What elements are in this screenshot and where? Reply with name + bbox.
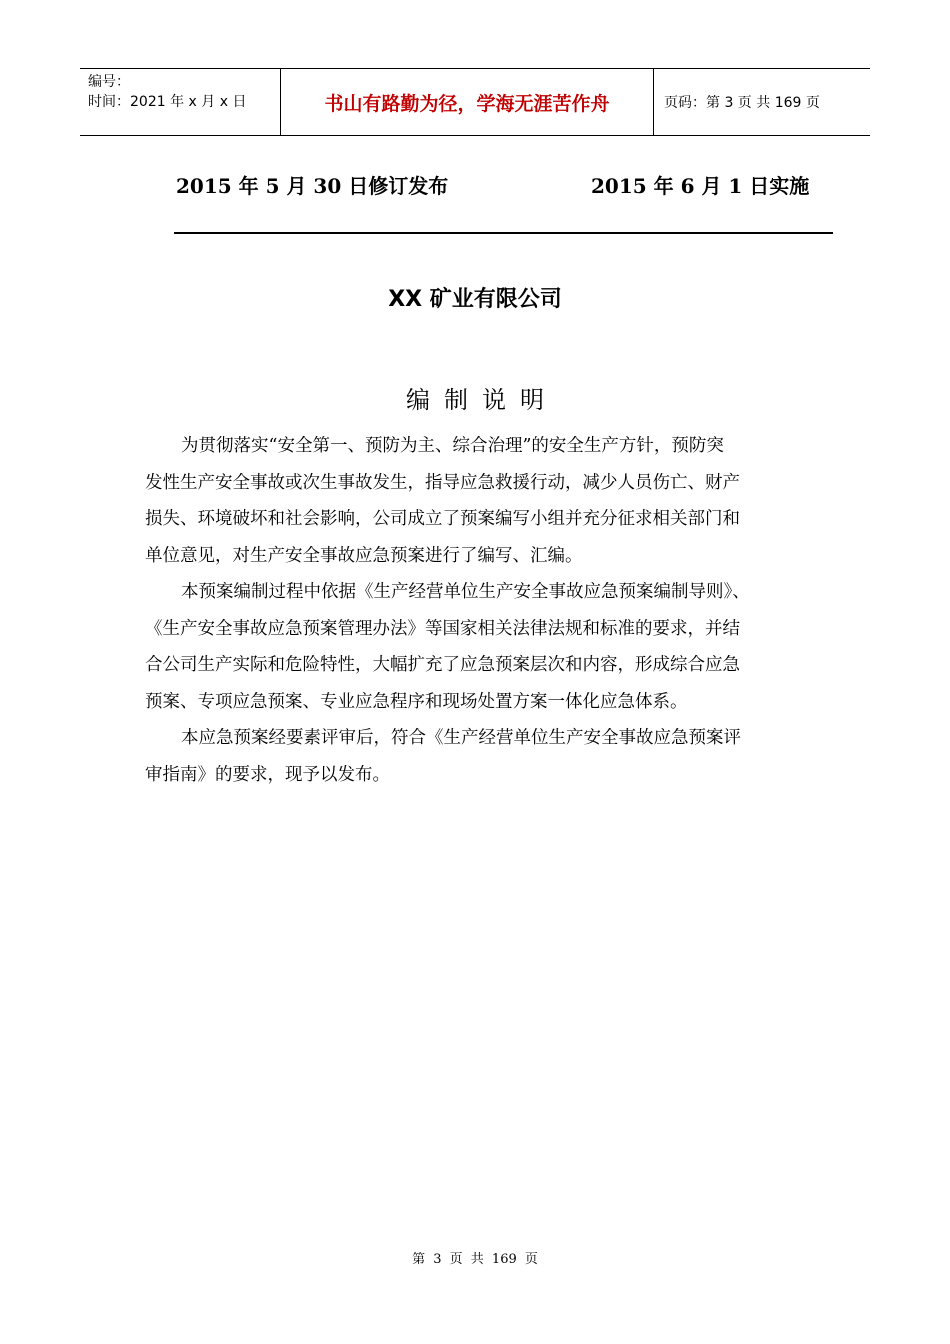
company-name: XX 矿业有限公司 — [388, 287, 562, 312]
paragraph-line: 单位意见，对生产安全事故应急预案进行了编写、汇编。 — [145, 545, 583, 566]
paragraph-line: 预案、专项应急预案、专业应急程序和现场处置方案一体化应急体系。 — [145, 691, 688, 712]
paragraph-line: 合公司生产实际和危险特性，大幅扩充了应急预案层次和内容，形成综合应急 — [145, 655, 740, 675]
paragraph — [145, 428, 807, 574]
page-footer: 第 3 页 共 169 页 — [412, 1252, 538, 1267]
document-number-label: 编号： — [88, 74, 130, 90]
section-title: 编制说明 — [406, 386, 558, 414]
revision-date: 2015 年 5 月 30 日修订发布 — [176, 174, 449, 198]
header-meta — [80, 69, 281, 135]
body-text — [145, 428, 807, 793]
paragraph-line: 损失、环境破坏和社会影响，公司成立了预案编写小组并充分征求相关部门和 — [145, 509, 740, 529]
paragraph-line: 本预案编制过程中依据《生产经营单位生产安全事故应急预案编制导则》、 — [181, 582, 750, 602]
paragraph-line: 为贯彻落实“安全第一、预防为主、综合治理”的安全生产方针，预防突 — [181, 436, 724, 456]
header-motto: 书山有路勤为径，学海无涯苦作舟 — [281, 69, 654, 135]
paragraph-line: 发性生产安全事故或次生事故发生，指导应急救援行动，减少人员伤亡、财产 — [145, 472, 740, 493]
page-header — [80, 68, 870, 136]
implementation-date: 2015 年 6 月 1 日实施 — [591, 174, 810, 198]
document-time: 时间：2021 年 x 月 x 日 — [88, 94, 247, 110]
paragraph-line: 《生产安全事故应急预案管理办法》等国家相关法律法规和标准的要求，并结 — [145, 618, 740, 639]
divider-line — [174, 232, 833, 234]
paragraph-line: 本应急预案经要素评审后，符合《生产经营单位生产安全事故应急预案评 — [181, 728, 741, 748]
paragraph-line: 审指南》的要求，现予以发布。 — [145, 764, 390, 785]
paragraph — [145, 720, 807, 793]
paragraph — [145, 574, 807, 720]
header-page-info: 页码：第 3 页 共 169 页 — [664, 95, 820, 111]
